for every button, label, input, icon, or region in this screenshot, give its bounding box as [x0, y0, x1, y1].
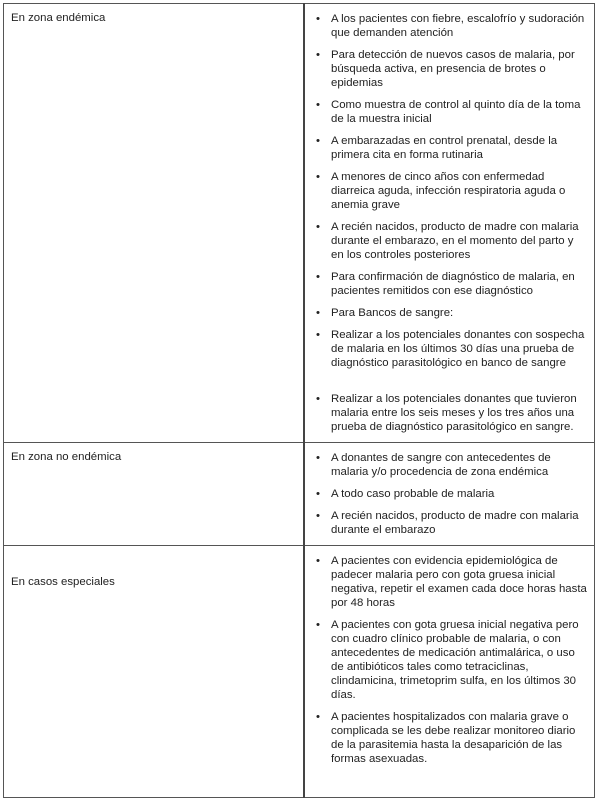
- list-item: • A donantes de sangre con antecedentes de malaria y/o procedencia de zona endémica: [331, 451, 588, 479]
- list-item: • A los pacientes con fiebre, escalofrío y sudoración que demanden atención: [331, 12, 588, 40]
- list-item: • Para Bancos de sangre:: [331, 306, 588, 320]
- list-item: • Para detección de nuevos casos de malaria, por búsqueda activa, en presencia de brotes o epidemias: [331, 48, 588, 90]
- row-label: En zona endémica: [4, 4, 305, 443]
- row-label: En zona no endémica: [4, 443, 305, 546]
- criteria-list: [311, 451, 588, 537]
- list-item: • A recién nacidos, producto de madre con malaria durante el embarazo: [331, 509, 588, 537]
- table-row-special-cases: [4, 546, 595, 798]
- table-row-endemic: [4, 4, 595, 443]
- list-item: • Como muestra de control al quinto día de la toma de la muestra inicial: [331, 98, 588, 126]
- list-item: • Realizar a los potenciales donantes que tuvieron malaria entre los seis meses y los tres años una prueba de diagnóstico parasitológico en sangre.: [331, 392, 588, 434]
- list-item: • A menores de cinco años con enfermedad diarreica aguda, infección respiratoria aguda o anemia grave: [331, 170, 588, 212]
- row-criteria: [304, 443, 595, 546]
- list-item: • A embarazadas en control prenatal, desde la primera cita en forma rutinaria: [331, 134, 588, 162]
- list-item: • Para confirmación de diagnóstico de malaria, en pacientes remitidos con ese diagnóstico: [331, 270, 588, 298]
- list-item: • A todo caso probable de malaria: [331, 487, 588, 501]
- row-criteria: [304, 4, 595, 443]
- row-label: En casos especiales: [4, 546, 305, 798]
- malaria-testing-table: [3, 3, 595, 798]
- table-row-non-endemic: [4, 443, 595, 546]
- list-item: • A pacientes con gota gruesa inicial negativa pero con cuadro clínico probable de malaria, o con antecedentes de medicación antimalárica, o uso de antibióticos tales como tetraciclinas, clindamicina, trimetoprim sulfa, en los últimos 30 días.: [331, 618, 588, 702]
- list-item: • A recién nacidos, producto de madre con malaria durante el embarazo, en el momento del parto y en los controles posteriores: [331, 220, 588, 262]
- criteria-list: [311, 554, 588, 766]
- row-criteria: [304, 546, 595, 798]
- list-item: • A pacientes con evidencia epidemiológica de padecer malaria pero con gota gruesa inicial negativa, repetir el examen cada doce horas hasta por 48 horas: [331, 554, 588, 610]
- list-item: • Realizar a los potenciales donantes con sospecha de malaria en los últimos 30 días una prueba de diagnóstico parasitológico en banco de sangre: [331, 328, 588, 370]
- criteria-list: [311, 12, 588, 434]
- list-item: • A pacientes hospitalizados con malaria grave o complicada se les debe realizar monitoreo diario de la parasitemia hasta la desaparición de las formas asexuadas.: [331, 710, 588, 766]
